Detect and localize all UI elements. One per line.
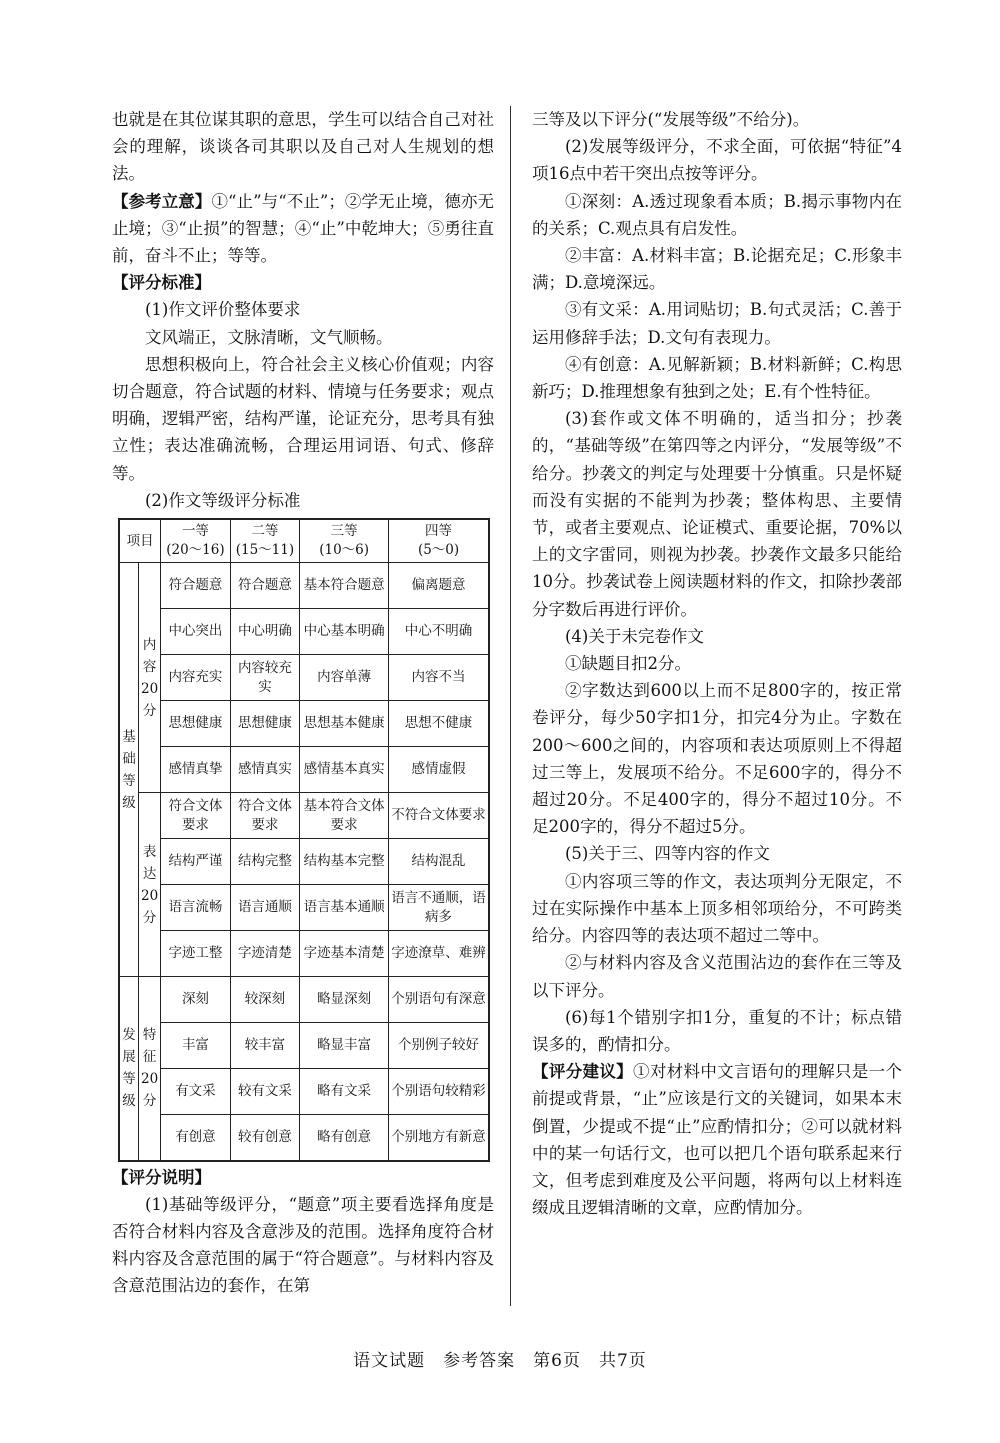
standard-item-4: (2)作文等级评分标准 [145, 490, 301, 510]
notes-title: 【评分说明】 [112, 1167, 211, 1187]
left-column [112, 106, 494, 1300]
ref-label: 【参考立意】 [112, 191, 212, 211]
cell: 基本符合题意 [300, 563, 389, 609]
column-divider [510, 106, 511, 1306]
table-row [119, 1023, 489, 1069]
cell: 较丰富 [230, 1023, 300, 1069]
table-row [119, 839, 489, 885]
cell: 中心明确 [230, 609, 300, 655]
cell: 符合题意 [230, 563, 300, 609]
header-fourth: 四等 (5～0) [389, 519, 489, 563]
table-row [119, 747, 489, 793]
incomplete-no-title: ①缺题目扣2分。 [565, 654, 691, 674]
cell: 字迹清楚 [230, 931, 300, 977]
standard-item-1: (1)作文评价整体要求 [145, 300, 301, 320]
cell: 感情真实 [230, 747, 300, 793]
page-footer: 语文试题 参考答案 第6页 共7页 [353, 1351, 647, 1371]
cell: 个别地方有新意 [389, 1115, 489, 1161]
standard-item-3: 思想积极向上，符合社会主义核心价值观；内容切合题意，符合试题的材料、情境与任务要求；观点明确，逻辑严密，结构严谨，论证充分，思考具有独立性；表达准确流畅，合理运用词语、句式、修辞等。 [112, 354, 494, 483]
cell: 思想基本健康 [300, 701, 389, 747]
cell: 个别语句较精彩 [389, 1069, 489, 1115]
header-first: 一等 (20～16) [161, 519, 231, 563]
intro-paragraph: 也就是在其位谋其职的意思，学生可以结合自己对社会的理解，谈谈各司其职以及自己对人生规划的想法。 [112, 110, 494, 184]
cell: 个别例子较好 [389, 1023, 489, 1069]
cell: 结构完整 [230, 839, 300, 885]
level-3-4-title: (5)关于三、四等内容的作文 [565, 844, 770, 864]
grading-table [118, 518, 490, 1162]
table-row [119, 609, 489, 655]
typo-rule: (6)每1个错别字扣1分，重复的不计；标点错误多的，酌情扣分。 [532, 1007, 902, 1054]
cell: 中心不明确 [389, 609, 489, 655]
cell: 语言基本通顺 [300, 885, 389, 931]
cell: 感情虚假 [389, 747, 489, 793]
notes-item-1: (1)基础等级评分，“题意”项主要看选择角度是否符合材料内容及含意涉及的范围。选择角度符合材料内容及含意范围的属于“符合题意”。与材料内容及含意范围沾边的套作，在第 [112, 1194, 494, 1296]
plagiarism-rule: (3)套作或文体不明确的，适当扣分；抄袭的，“基础等级”在第四等之内评分，“发展等级”不给分。抄袭文的判定与处理要十分慎重。只是怀疑而没有实据的不能判为抄袭；整体构思、主要情节，或者主要观点、论证模式、重要论据，70%以上的文字雷同，则视为抄袭。抄袭作文最多只能给10分。抄袭试卷上阅读题材料的作文，扣除抄袭部分字数后再进行评价。 [532, 409, 902, 619]
cell: 较有文采 [230, 1069, 300, 1115]
cell: 内容不当 [389, 655, 489, 701]
dev-creative: ④有创意：A.见解新颖；B.材料新鲜；C.构思新巧；D.推理想象有独到之处；E.有个性特征。 [532, 354, 902, 402]
content-label: 内容20分 [139, 563, 161, 793]
table-row [119, 655, 489, 701]
cell: 符合题意 [161, 563, 231, 609]
table-row [119, 793, 489, 839]
standard-title: 【评分标准】 [112, 273, 211, 293]
cell: 语言通顺 [230, 885, 300, 931]
dev-literary: ③有文采：A.用词贴切；B.句式灵活；C.善于运用修辞手法；D.文句有表现力。 [532, 300, 902, 347]
suggestion-label: 【评分建议】 [532, 1062, 633, 1082]
cell: 语言流畅 [161, 885, 231, 931]
table-row [119, 1069, 489, 1115]
dev-deep: ①深刻：A.透过现象看本质；B.揭示事物内在的关系；C.观点具有启发性。 [532, 191, 902, 238]
table-row [119, 885, 489, 931]
table-row [119, 977, 489, 1023]
cell: 略显深刻 [300, 977, 389, 1023]
cell: 结构混乱 [389, 839, 489, 885]
table-row [119, 1115, 489, 1161]
basic-level-label: 基础等级 [119, 563, 139, 977]
right-column [532, 106, 902, 1221]
continuation-line: 三等及以下评分(“发展等级”不给分)。 [532, 110, 810, 129]
table-row [119, 563, 489, 609]
cell: 结构严谨 [161, 839, 231, 885]
header-third: 三等 (10～6) [300, 519, 389, 563]
expression-label: 表达20分 [139, 793, 161, 977]
cell: 深刻 [161, 977, 231, 1023]
level-3-4-item-1: ①内容项三等的作文，表达项判分无限定，不过在实际操作中基本上顶多相邻项给分，不可跨类给分。内容四等的表达项不超过二等中。 [532, 871, 902, 946]
ref-text: ①“止”与“不止”；②学无止境，德亦无止境；③“止损”的智慧；④“止”中乾坤大；⑤勇往直前，奋斗不止；等等。 [112, 191, 495, 266]
cell: 个别语句有深意 [389, 977, 489, 1023]
development-level-label: 发展等级 [119, 977, 139, 1161]
cell: 中心基本明确 [300, 609, 389, 655]
cell: 字迹基本清楚 [300, 931, 389, 977]
cell: 内容单薄 [300, 655, 389, 701]
cell: 内容充实 [161, 655, 231, 701]
cell: 不符合文体要求 [389, 793, 489, 839]
suggestion-text: ①对材料中文言语句的理解只是一个前提或背景，“止”应该是行文的关键词，如果本末倒置，少提或不提“止”应酌情扣分；②可以就材料中的某一句话行文，也可以把几个语句联系起来行文，但考虑到难度及公平问题，将两句以上材料连缀成且逻辑清晰的文章，应酌情加分。 [532, 1062, 903, 1218]
cell: 偏离题意 [389, 563, 489, 609]
cell: 较有创意 [230, 1115, 300, 1161]
cell: 略显丰富 [300, 1023, 389, 1069]
incomplete-title: (4)关于未完卷作文 [565, 626, 704, 646]
table-header-row [119, 519, 489, 563]
cell: 略有文采 [300, 1069, 389, 1115]
dev-grading: (2)发展等级评分，不求全面，可依据“特征”4项16点中若干突出点按等评分。 [532, 137, 902, 184]
cell: 略有创意 [300, 1115, 389, 1161]
cell: 符合文体要求 [230, 793, 300, 839]
table-row [119, 931, 489, 977]
dev-rich: ②丰富：A.材料丰富；B.论据充足；C.形象丰满；D.意境深远。 [532, 246, 902, 293]
incomplete-word-count: ②字数达到600以上而不足800字的，按正常卷评分，每少50字扣1分，扣完4分为止。字数在200～600之间的，内容项和表达项原则上不得超过三等上，发展项不给分。不足600字的，得分不超过20分。不足400字的，得分不超过10分。不足200字的，得分不超过5分。 [532, 681, 902, 837]
cell: 内容较充实 [230, 655, 300, 701]
cell: 字迹潦草、难辨 [389, 931, 489, 977]
cell: 感情基本真实 [300, 747, 389, 793]
cell: 符合文体要求 [161, 793, 231, 839]
header-item: 项目 [119, 519, 161, 563]
cell: 中心突出 [161, 609, 231, 655]
cell: 感情真挚 [161, 747, 231, 793]
cell: 思想健康 [230, 701, 300, 747]
table-row [119, 701, 489, 747]
feature-label: 特征20分 [139, 977, 161, 1161]
header-second: 二等 (15～11) [230, 519, 300, 563]
suggestions [532, 1058, 902, 1221]
standard-item-2: 文风端正，文脉清晰，文气顺畅。 [145, 327, 393, 347]
cell: 丰富 [161, 1023, 231, 1069]
cell: 有创意 [161, 1115, 231, 1161]
cell: 基本符合文体要求 [300, 793, 389, 839]
cell: 思想不健康 [389, 701, 489, 747]
cell: 语言不通顺，语病多 [389, 885, 489, 931]
cell: 思想健康 [161, 701, 231, 747]
cell: 较深刻 [230, 977, 300, 1023]
reference-ideas [112, 188, 494, 270]
cell: 字迹工整 [161, 931, 231, 977]
level-3-4-item-2: ②与材料内容及含义范围沾边的套作在三等及以下评分。 [532, 953, 902, 1000]
cell: 结构基本完整 [300, 839, 389, 885]
cell: 有文采 [161, 1069, 231, 1115]
